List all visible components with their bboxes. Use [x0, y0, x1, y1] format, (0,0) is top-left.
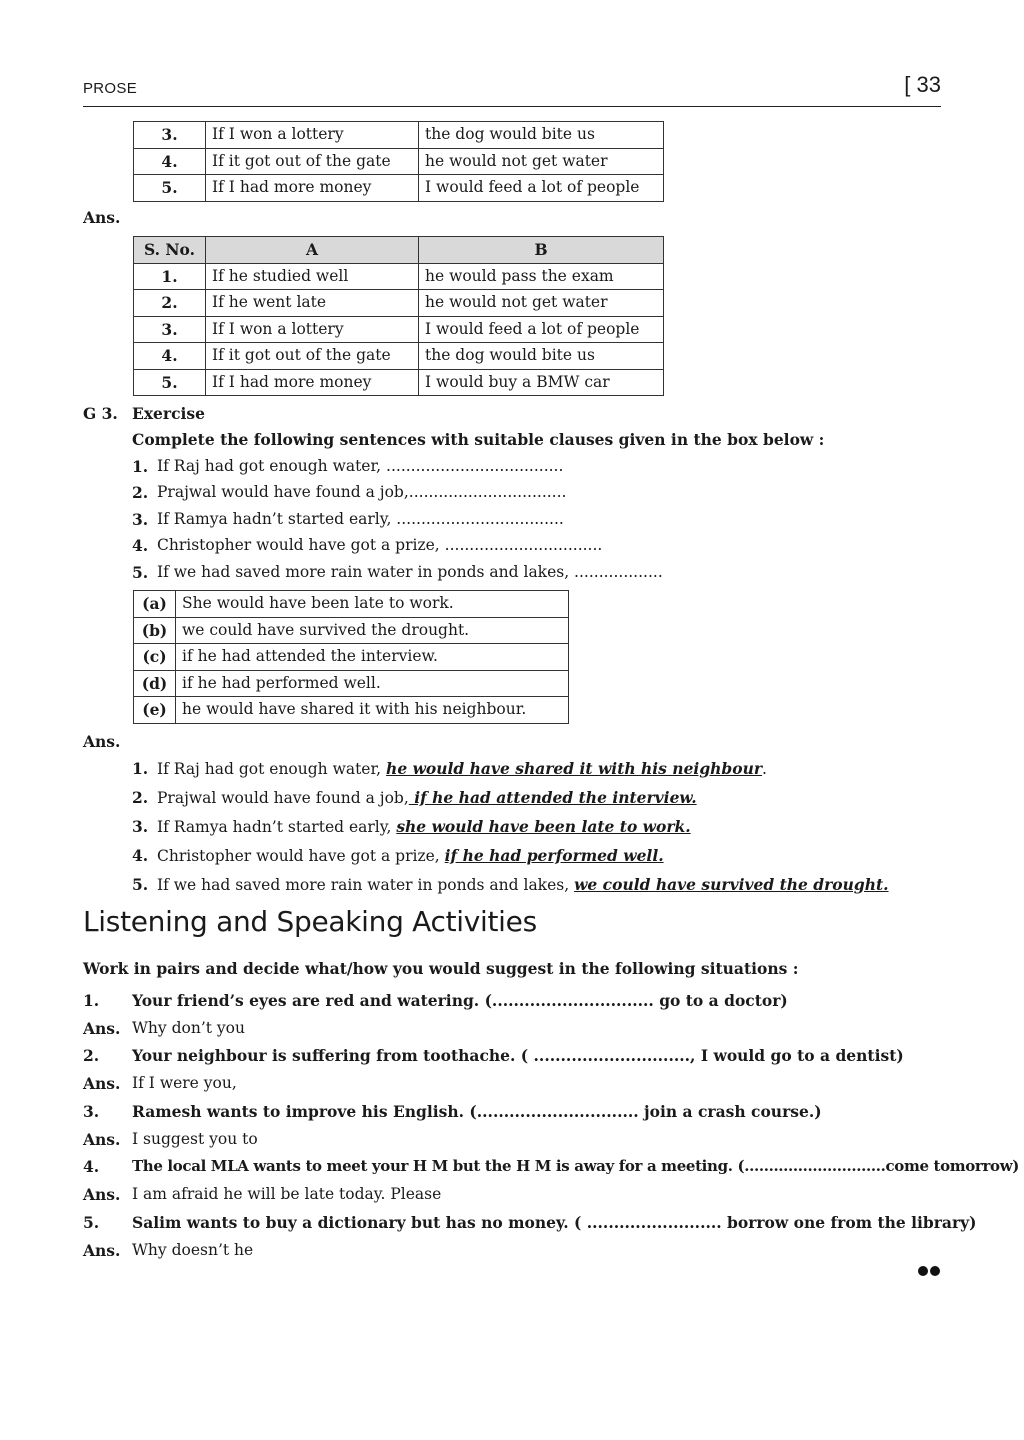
answer-label: Ans.: [83, 1185, 121, 1204]
clause-letter: (c): [134, 644, 176, 671]
page-header: [83, 72, 941, 107]
exercise-sentence: If Raj had got enough water, ....................................: [157, 457, 564, 475]
column-a-cell: If it got out of the gate: [206, 343, 419, 370]
clause-letter: (d): [134, 670, 176, 697]
column-b-cell: he would not get water: [419, 148, 664, 175]
answer-stem: Christopher would have got a prize,: [157, 847, 445, 865]
exercise-sentence: If we had saved more rain water in ponds and lakes, ..................: [157, 563, 663, 581]
item-number: 3.: [132, 510, 149, 529]
answer-stem: If Raj had got enough water,: [157, 760, 387, 778]
answer-text: If I were you,: [132, 1074, 237, 1092]
question-number: 2.: [83, 1046, 100, 1065]
clause-row: [134, 670, 569, 697]
item-number: 4.: [132, 846, 149, 865]
header-b: B: [419, 237, 664, 264]
question-text: Ramesh wants to improve his English. (.............................. join a crash course.): [132, 1102, 822, 1121]
row-number: 2.: [134, 290, 206, 317]
item-number: 1.: [132, 457, 149, 476]
row-number: 3.: [134, 122, 206, 149]
exercise-title: Exercise: [132, 404, 205, 423]
answer-label: Ans.: [83, 1019, 121, 1038]
answer-text: I suggest you to: [132, 1130, 258, 1148]
clause-row: [134, 617, 569, 644]
clause-text: She would have been late to work.: [176, 591, 569, 618]
table-header-row: [134, 237, 664, 264]
column-b-cell: I would feed a lot of people: [419, 175, 664, 202]
question-text: Salim wants to buy a dictionary but has no money. ( ......................... borrow one from the library): [132, 1213, 977, 1232]
section-title: Listening and Speaking Activities: [83, 905, 537, 938]
answer-stem: If Ramya hadn’t started early,: [157, 818, 397, 836]
page-number: [ 33: [904, 72, 941, 97]
answer-label: Ans.: [83, 208, 121, 227]
answer-label: Ans.: [83, 1130, 121, 1149]
item-number: 2.: [132, 788, 149, 807]
answer-sentence: [157, 846, 664, 865]
table-row: [134, 316, 664, 343]
row-number: 1.: [134, 263, 206, 290]
column-a-cell: If he went late: [206, 290, 419, 317]
answer-fill: if he had attended the interview.: [408, 788, 697, 807]
header-a: A: [206, 237, 419, 264]
exercise-instruction: Complete the following sentences with suitable clauses given in the box below :: [132, 430, 825, 449]
item-number: 5.: [132, 563, 149, 582]
clause-text: if he had attended the interview.: [176, 644, 569, 671]
column-b-cell: the dog would bite us: [419, 122, 664, 149]
answer-text: Why doesn’t he: [132, 1241, 254, 1259]
exercise-sentence: Prajwal would have found a job,................................: [157, 483, 567, 501]
exercise-sentence: If Ramya hadn’t started early, ..................................: [157, 510, 564, 528]
table-row: [134, 148, 664, 175]
table-row: [134, 369, 664, 396]
question-number: 3.: [83, 1102, 100, 1121]
answer-text: Why don’t you: [132, 1019, 245, 1037]
answer-fill: we could have survived the drought.: [574, 875, 889, 894]
row-number: 4.: [134, 148, 206, 175]
header-sno: S. No.: [134, 237, 206, 264]
column-b-cell: the dog would bite us: [419, 343, 664, 370]
answer-label: Ans.: [83, 1241, 121, 1260]
table-row: [134, 263, 664, 290]
item-number: 1.: [132, 759, 149, 778]
clause-box: [133, 590, 569, 724]
answer-fill: she would have been late to work.: [396, 817, 691, 836]
answer-sentence: [157, 788, 697, 807]
table-row: [134, 175, 664, 202]
clause-row: [134, 697, 569, 724]
clause-text: we could have survived the drought.: [176, 617, 569, 644]
clause-text: he would have shared it with his neighbour.: [176, 697, 569, 724]
item-number: 5.: [132, 875, 149, 894]
answer-text: I am afraid he will be late today. Please: [132, 1185, 442, 1203]
section-name: PROSE: [83, 80, 138, 97]
column-a-cell: If I won a lottery: [206, 122, 419, 149]
answer-stem: If we had saved more rain water in ponds and lakes,: [157, 876, 575, 894]
clause-row: [134, 591, 569, 618]
answer-tail: .: [762, 760, 767, 778]
question-number: 4.: [83, 1157, 100, 1176]
column-a-cell: If I had more money: [206, 175, 419, 202]
end-dots-icon: [918, 1266, 942, 1278]
exercise-sentence: Christopher would have got a prize, ................................: [157, 536, 603, 554]
answer-fill: he would have shared it with his neighbour: [386, 759, 763, 778]
answer-sentence: [157, 759, 767, 778]
column-b-cell: he would pass the exam: [419, 263, 664, 290]
answer-label: Ans.: [83, 1074, 121, 1093]
row-number: 3.: [134, 316, 206, 343]
answer-sentence: [157, 875, 889, 894]
row-number: 4.: [134, 343, 206, 370]
table-row: [134, 343, 664, 370]
column-b-cell: I would buy a BMW car: [419, 369, 664, 396]
clause-letter: (b): [134, 617, 176, 644]
clause-text: if he had performed well.: [176, 670, 569, 697]
answer-sentence: [157, 817, 691, 836]
question-number: 5.: [83, 1213, 100, 1232]
clause-letter: (e): [134, 697, 176, 724]
question-text: Your neighbour is suffering from toothache. ( ............................., I would go to a dentist): [132, 1046, 904, 1065]
column-a-cell: If he studied well: [206, 263, 419, 290]
question-number: 1.: [83, 991, 100, 1010]
exercise-number: G 3.: [83, 404, 118, 423]
match-table-continued: [133, 121, 664, 202]
column-b-cell: he would not get water: [419, 290, 664, 317]
clause-row: [134, 644, 569, 671]
answer-stem: Prajwal would have found a job,: [157, 789, 409, 807]
item-number: 2.: [132, 483, 149, 502]
table-row: [134, 290, 664, 317]
item-number: 3.: [132, 817, 149, 836]
column-a-cell: If it got out of the gate: [206, 148, 419, 175]
column-b-cell: I would feed a lot of people: [419, 316, 664, 343]
answer-fill: if he had performed well.: [444, 846, 664, 865]
column-a-cell: If I had more money: [206, 369, 419, 396]
question-text: Your friend’s eyes are red and watering. (.............................. go to a doctor): [132, 991, 788, 1010]
answer-label: Ans.: [83, 732, 121, 751]
row-number: 5.: [134, 369, 206, 396]
section-instruction: Work in pairs and decide what/how you would suggest in the following situations :: [83, 959, 799, 978]
match-table-answer: [133, 236, 664, 396]
table-row: [134, 122, 664, 149]
question-text: The local MLA wants to meet your H M but the H M is away for a meeting. (.............................come tomorrow): [132, 1157, 1020, 1175]
item-number: 4.: [132, 536, 149, 555]
clause-letter: (a): [134, 591, 176, 618]
column-a-cell: If I won a lottery: [206, 316, 419, 343]
row-number: 5.: [134, 175, 206, 202]
